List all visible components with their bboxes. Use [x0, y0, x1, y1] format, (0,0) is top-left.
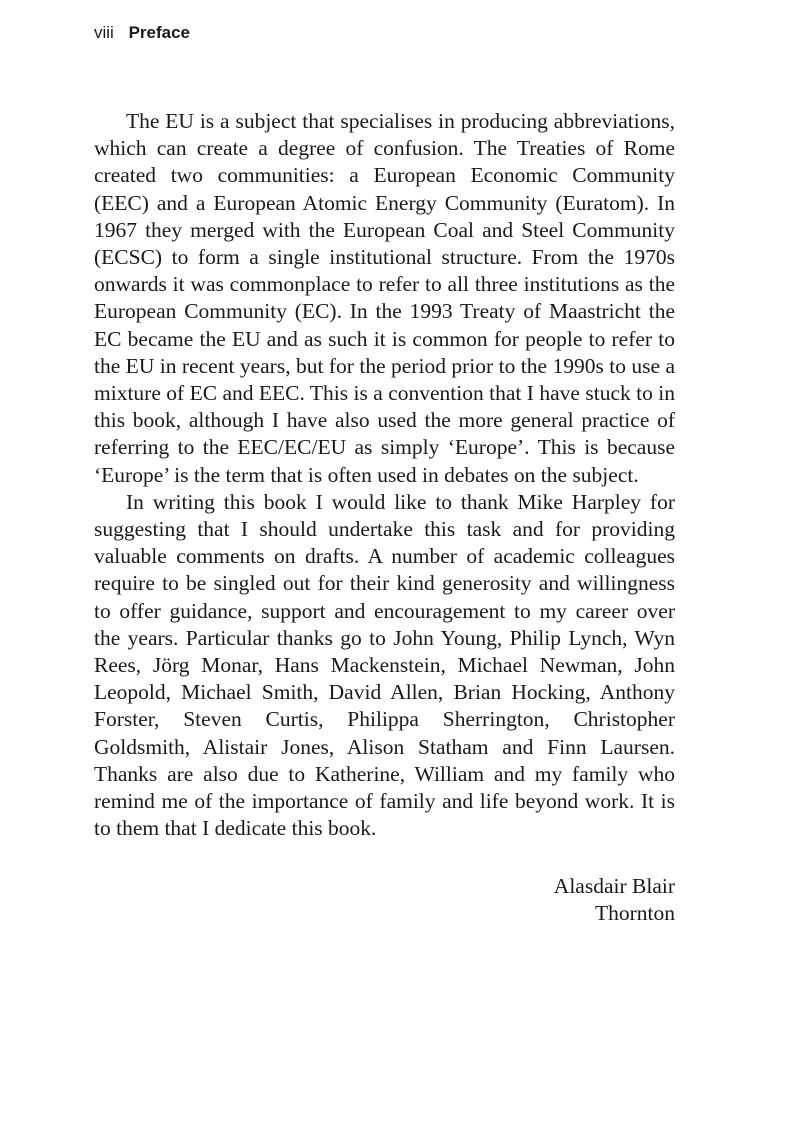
- page-number: viii: [94, 23, 114, 42]
- author-place: Thornton: [594, 901, 675, 926]
- author-name: Alasdair Blair: [553, 874, 675, 898]
- preface-body: [94, 108, 675, 842]
- signature-block: [94, 873, 675, 927]
- running-head-title: Preface: [128, 23, 191, 42]
- running-head: [94, 22, 190, 44]
- paragraph-abbreviations: The EU is a subject that specialises in producing abbreviations, which can create a degree of confusion. The Treaties of Rome created two communities: a European Economic Community (EEC) and a European Atomic Energy Community (Euratom). In 1967 they merged with the European Coal and Steel Community (ECSC) to form a single institutional structure. From the 1970s onwards it was commonplace to refer to all three institutions as the European Community (EC). In the 1993 Treaty of Maastricht the EC became the EU and as such it is common for people to refer to the EU in recent years, but for the period prior to the 1990s to use a mixture of EC and EEC. This is a convention that I have stuck to in this book, although I have also used the more general practice of referring to the EEC/EC/​EU as simply ‘Europe’. This is because ‘Europe’ is the term that is often used in debates on the subject.: [94, 109, 675, 487]
- paragraph-acknowledgements: In writing this book I would like to thank Mike Harpley for suggesting that I should undertake this task and for providing valuable comments on drafts. A number of academic colleagues require to be singled out for their kind generosity and willingness to offer guidance, support and encouragement to my career over the years. Particular thanks go to John Young, Philip Lynch, Wyn Rees, Jörg Monar, Hans Mackenstein, Michael Newman, John Leopold, Michael Smith, David Allen, Brian Hocking, Anthony Forster, Steven Curtis, Philippa Sherrington, Christopher Goldsmith, Alistair Jones, Alison Statham and Finn Laursen. Thanks are also due to Katherine, William and my family who remind me of the importance of family and life beyond work. It is to them that I dedicate this book.: [94, 489, 675, 841]
